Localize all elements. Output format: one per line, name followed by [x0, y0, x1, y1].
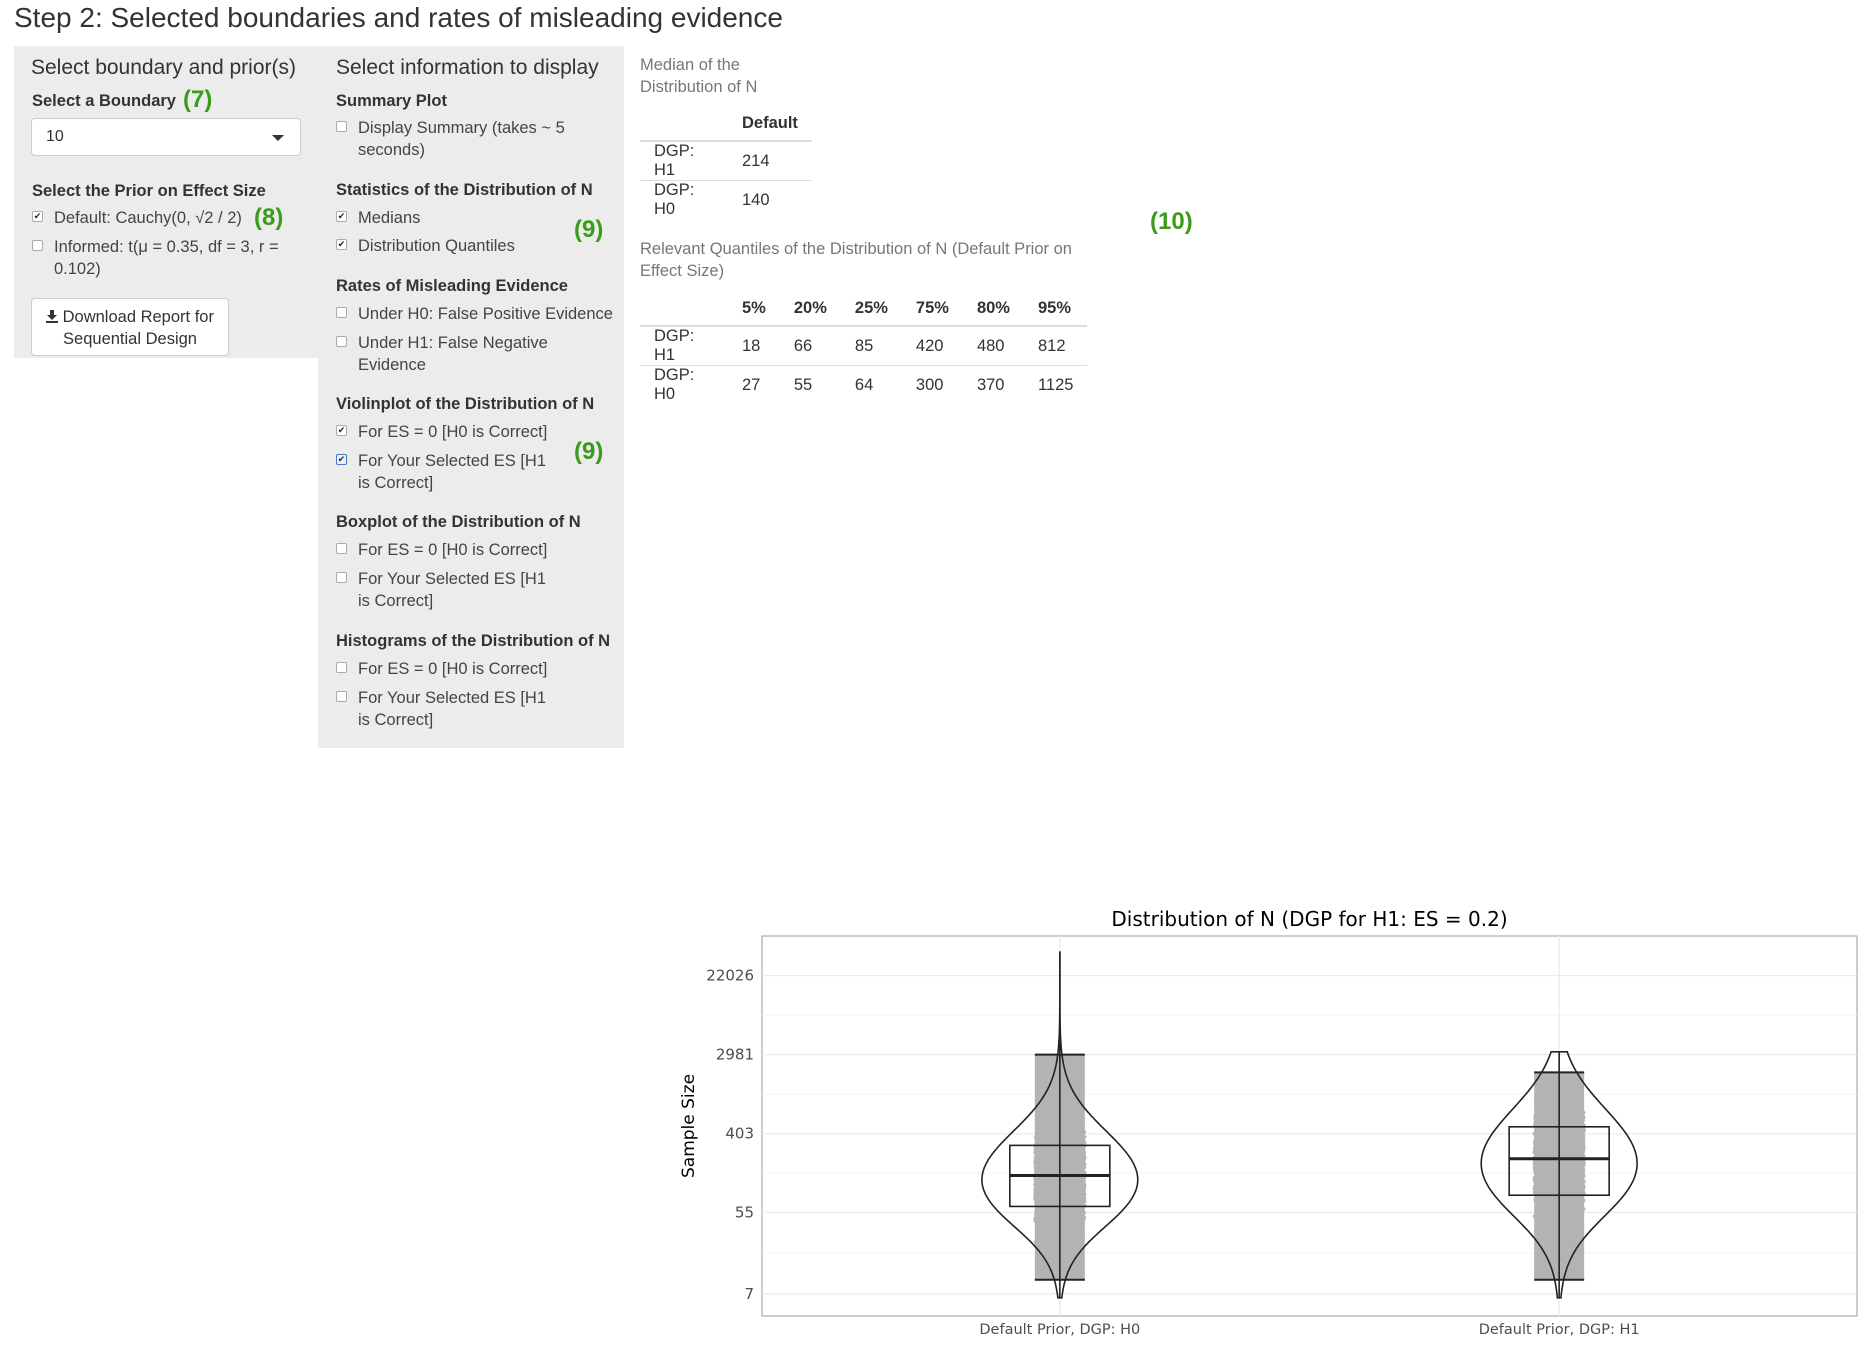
checkbox-icon[interactable] — [336, 336, 347, 347]
table-header-cell: 80% — [963, 291, 1024, 326]
download-report-label: Download Report for Sequential Design — [62, 308, 214, 348]
x-tick-label: Default Prior, DGP: H0 — [979, 1322, 1141, 1338]
checkbox-icon[interactable] — [336, 543, 347, 554]
table-header-cell — [640, 106, 728, 141]
table-cell: 480 — [963, 326, 1024, 366]
section-summary-plot: Summary Plot — [336, 92, 447, 110]
checkbox-icon[interactable] — [336, 425, 347, 436]
annotation-7: (7) — [183, 86, 213, 113]
table-header-cell: 75% — [902, 291, 963, 326]
boundary-select-value: 10 — [46, 128, 64, 145]
table-cell: DGP: H1 — [640, 141, 728, 181]
y-tick-label: 403 — [725, 1124, 754, 1143]
y-axis-label: Sample Size — [679, 1073, 699, 1179]
table-row — [640, 181, 812, 220]
table-cell: 66 — [780, 326, 841, 366]
checkbox-icon[interactable] — [336, 121, 347, 132]
section-boxplot: Boxplot of the Distribution of N — [336, 513, 581, 531]
checkbox-icon[interactable] — [336, 662, 347, 673]
section-histograms: Histograms of the Distribution of N — [336, 632, 611, 650]
prior-default-label: Default: Cauchy(0, √2 / 2) — [54, 209, 242, 227]
table-cell: 812 — [1024, 326, 1087, 366]
false-negative-label: Under H1: False Negative Evidence — [358, 334, 548, 374]
table-cell: 85 — [841, 326, 902, 366]
table-row — [640, 326, 1087, 366]
quantiles-table — [640, 291, 1087, 404]
table-row — [640, 141, 812, 181]
table-cell: 1125 — [1024, 366, 1087, 405]
checkbox-icon[interactable] — [336, 572, 347, 583]
table-cell: 370 — [963, 366, 1024, 405]
prior-informed-label: Informed: t(μ = 0.35, df = 3, r = 0.102) — [54, 238, 279, 278]
annotation-9-stats: (9) — [574, 216, 604, 243]
violin-h1-label: For Your Selected ES [H1 is Correct] — [358, 452, 547, 492]
table-cell: 140 — [728, 181, 812, 220]
table-header-cell: 5% — [728, 291, 780, 326]
violin-chart — [660, 900, 1867, 1350]
table-header-cell — [640, 291, 728, 326]
violin-h0-label: For ES = 0 [H0 is Correct] — [358, 423, 548, 441]
table-header-cell: Default — [728, 106, 812, 141]
table-cell: 300 — [902, 366, 963, 405]
medians-table — [640, 106, 812, 219]
table-cell: 214 — [728, 141, 812, 181]
checkbox-icon[interactable] — [336, 307, 347, 318]
left-panel-heading: Select boundary and prior(s) — [31, 56, 296, 79]
histogram-h0-label: For ES = 0 [H0 is Correct] — [358, 660, 548, 678]
table-row — [640, 366, 1087, 405]
checkbox-icon[interactable] — [336, 454, 347, 465]
download-report-button[interactable] — [31, 298, 229, 356]
right-panel-heading: Select information to display — [336, 56, 599, 79]
table-cell: DGP: H0 — [640, 366, 728, 405]
medians-label: Medians — [358, 209, 421, 227]
annotation-8: (8) — [254, 204, 284, 231]
false-positive-label: Under H0: False Positive Evidence — [358, 305, 613, 323]
boxplot-h1-label: For Your Selected ES [H1 is Correct] — [358, 570, 547, 610]
checkbox-icon[interactable] — [32, 240, 43, 251]
checkbox-icon[interactable] — [336, 211, 347, 222]
section-violinplot: Violinplot of the Distribution of N — [336, 395, 595, 413]
annotation-9-violin: (9) — [574, 438, 604, 465]
checkbox-icon[interactable] — [336, 691, 347, 702]
y-tick-label: 2981 — [715, 1045, 754, 1064]
x-tick-label: Default Prior, DGP: H1 — [1478, 1322, 1640, 1338]
chevron-down-icon — [272, 135, 284, 141]
table-cell: 55 — [780, 366, 841, 405]
table-cell: 27 — [728, 366, 780, 405]
checkbox-icon[interactable] — [32, 211, 43, 222]
boxplot-h0-label: For ES = 0 [H0 is Correct] — [358, 541, 548, 559]
page-title: Step 2: Selected boundaries and rates of misleading evidence — [14, 2, 783, 33]
download-icon — [46, 307, 58, 319]
y-tick-label: 7 — [744, 1284, 754, 1303]
quantiles-label: Distribution Quantiles — [358, 237, 515, 255]
display-summary-label: Display Summary (takes ~ 5 seconds) — [358, 119, 565, 159]
table-cell: 64 — [841, 366, 902, 405]
table-header-cell: 20% — [780, 291, 841, 326]
prior-label: Select the Prior on Effect Size — [32, 182, 266, 200]
plot-panel — [762, 936, 1857, 1316]
boundary-select[interactable] — [31, 118, 301, 156]
y-tick-label: 55 — [734, 1203, 754, 1222]
section-misleading: Rates of Misleading Evidence — [336, 277, 568, 295]
table-cell: 420 — [902, 326, 963, 366]
medians-caption: Median of the Distribution of N — [640, 56, 758, 96]
table-cell: DGP: H1 — [640, 326, 728, 366]
table-cell: 18 — [728, 326, 780, 366]
chart-title: Distribution of N (DGP for H1: ES = 0.2) — [1111, 907, 1508, 931]
y-tick-label: 22026 — [706, 966, 754, 985]
table-cell: DGP: H0 — [640, 181, 728, 220]
table-header-cell: 95% — [1024, 291, 1087, 326]
table-header-cell: 25% — [841, 291, 902, 326]
boundary-label: Select a Boundary — [32, 92, 176, 110]
checkbox-icon[interactable] — [336, 239, 347, 250]
quantiles-caption: Relevant Quantiles of the Distribution of N (Default Prior on Effect Size) — [640, 240, 1072, 280]
section-statistics: Statistics of the Distribution of N — [336, 181, 593, 199]
annotation-10: (10) — [1150, 208, 1193, 235]
histogram-h1-label: For Your Selected ES [H1 is Correct] — [358, 689, 547, 729]
